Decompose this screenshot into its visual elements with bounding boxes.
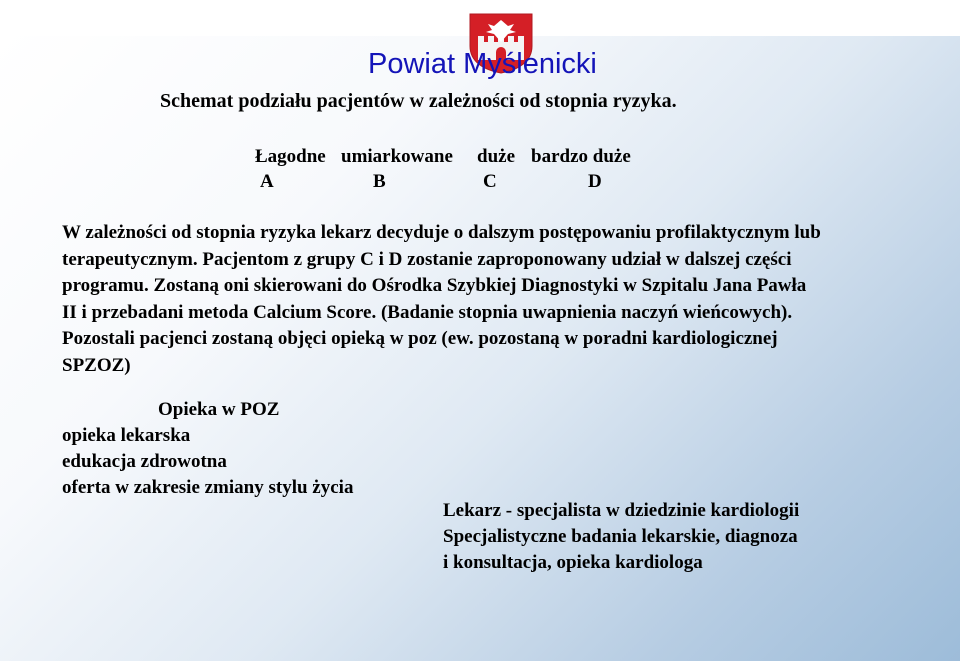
poz-item: opieka lekarska — [62, 425, 191, 446]
poz-item: oferta w zakresie zmiany stylu życia — [62, 477, 354, 498]
page-title: Powiat Myślenicki — [368, 48, 597, 80]
risk-level-name: Łagodne — [255, 146, 326, 167]
risk-group-letter: A — [260, 171, 274, 192]
description-paragraph — [62, 220, 922, 379]
specialist-line: Specjalistyczne badania lekarskie, diagnoza — [443, 526, 798, 547]
specialist-line: Lekarz - specjalista w dziedzinie kardiologii — [443, 500, 800, 521]
risk-level-name: umiarkowane — [341, 146, 453, 167]
paragraph-line: programu. Zostaną oni skierowani do Ośrodka Szybkiej Diagnostyki w Szpitalu Jana Pawła — [62, 275, 807, 296]
specialist-line: i konsultacja, opieka kardiologa — [443, 552, 703, 573]
poz-heading: Opieka w POZ — [158, 399, 280, 420]
risk-group-letter: C — [483, 171, 497, 192]
poz-item: edukacja zdrowotna — [62, 451, 227, 472]
paragraph-line: II i przebadani metoda Calcium Score. (Badanie stopnia uwapnienia naczyń wieńcowych). — [62, 301, 793, 323]
risk-group-letter: B — [373, 171, 386, 192]
specialist-block — [443, 498, 799, 576]
subtitle: Schemat podziału pacjentów w zależności od stopnia ryzyka. — [160, 90, 677, 112]
risk-group-letter: D — [588, 171, 602, 192]
paragraph-line: W zależności od stopnia ryzyka lekarz decyduje o dalszym postępowaniu profilaktycznym lub — [62, 222, 821, 243]
risk-level-name: bardzo duże — [531, 146, 631, 167]
paragraph-line: terapeutycznym. Pacjentom z grupy C i D zostanie zaproponowany udział w dalszej części — [62, 248, 792, 270]
paragraph-line: SPZOZ) — [62, 354, 131, 376]
risk-level-name: duże — [477, 146, 515, 167]
poz-care-block — [62, 397, 353, 501]
paragraph-line: Pozostali pacjenci zostaną objęci opieką w poz (ew. pozostaną w poradni kardiologicznej — [62, 328, 778, 349]
